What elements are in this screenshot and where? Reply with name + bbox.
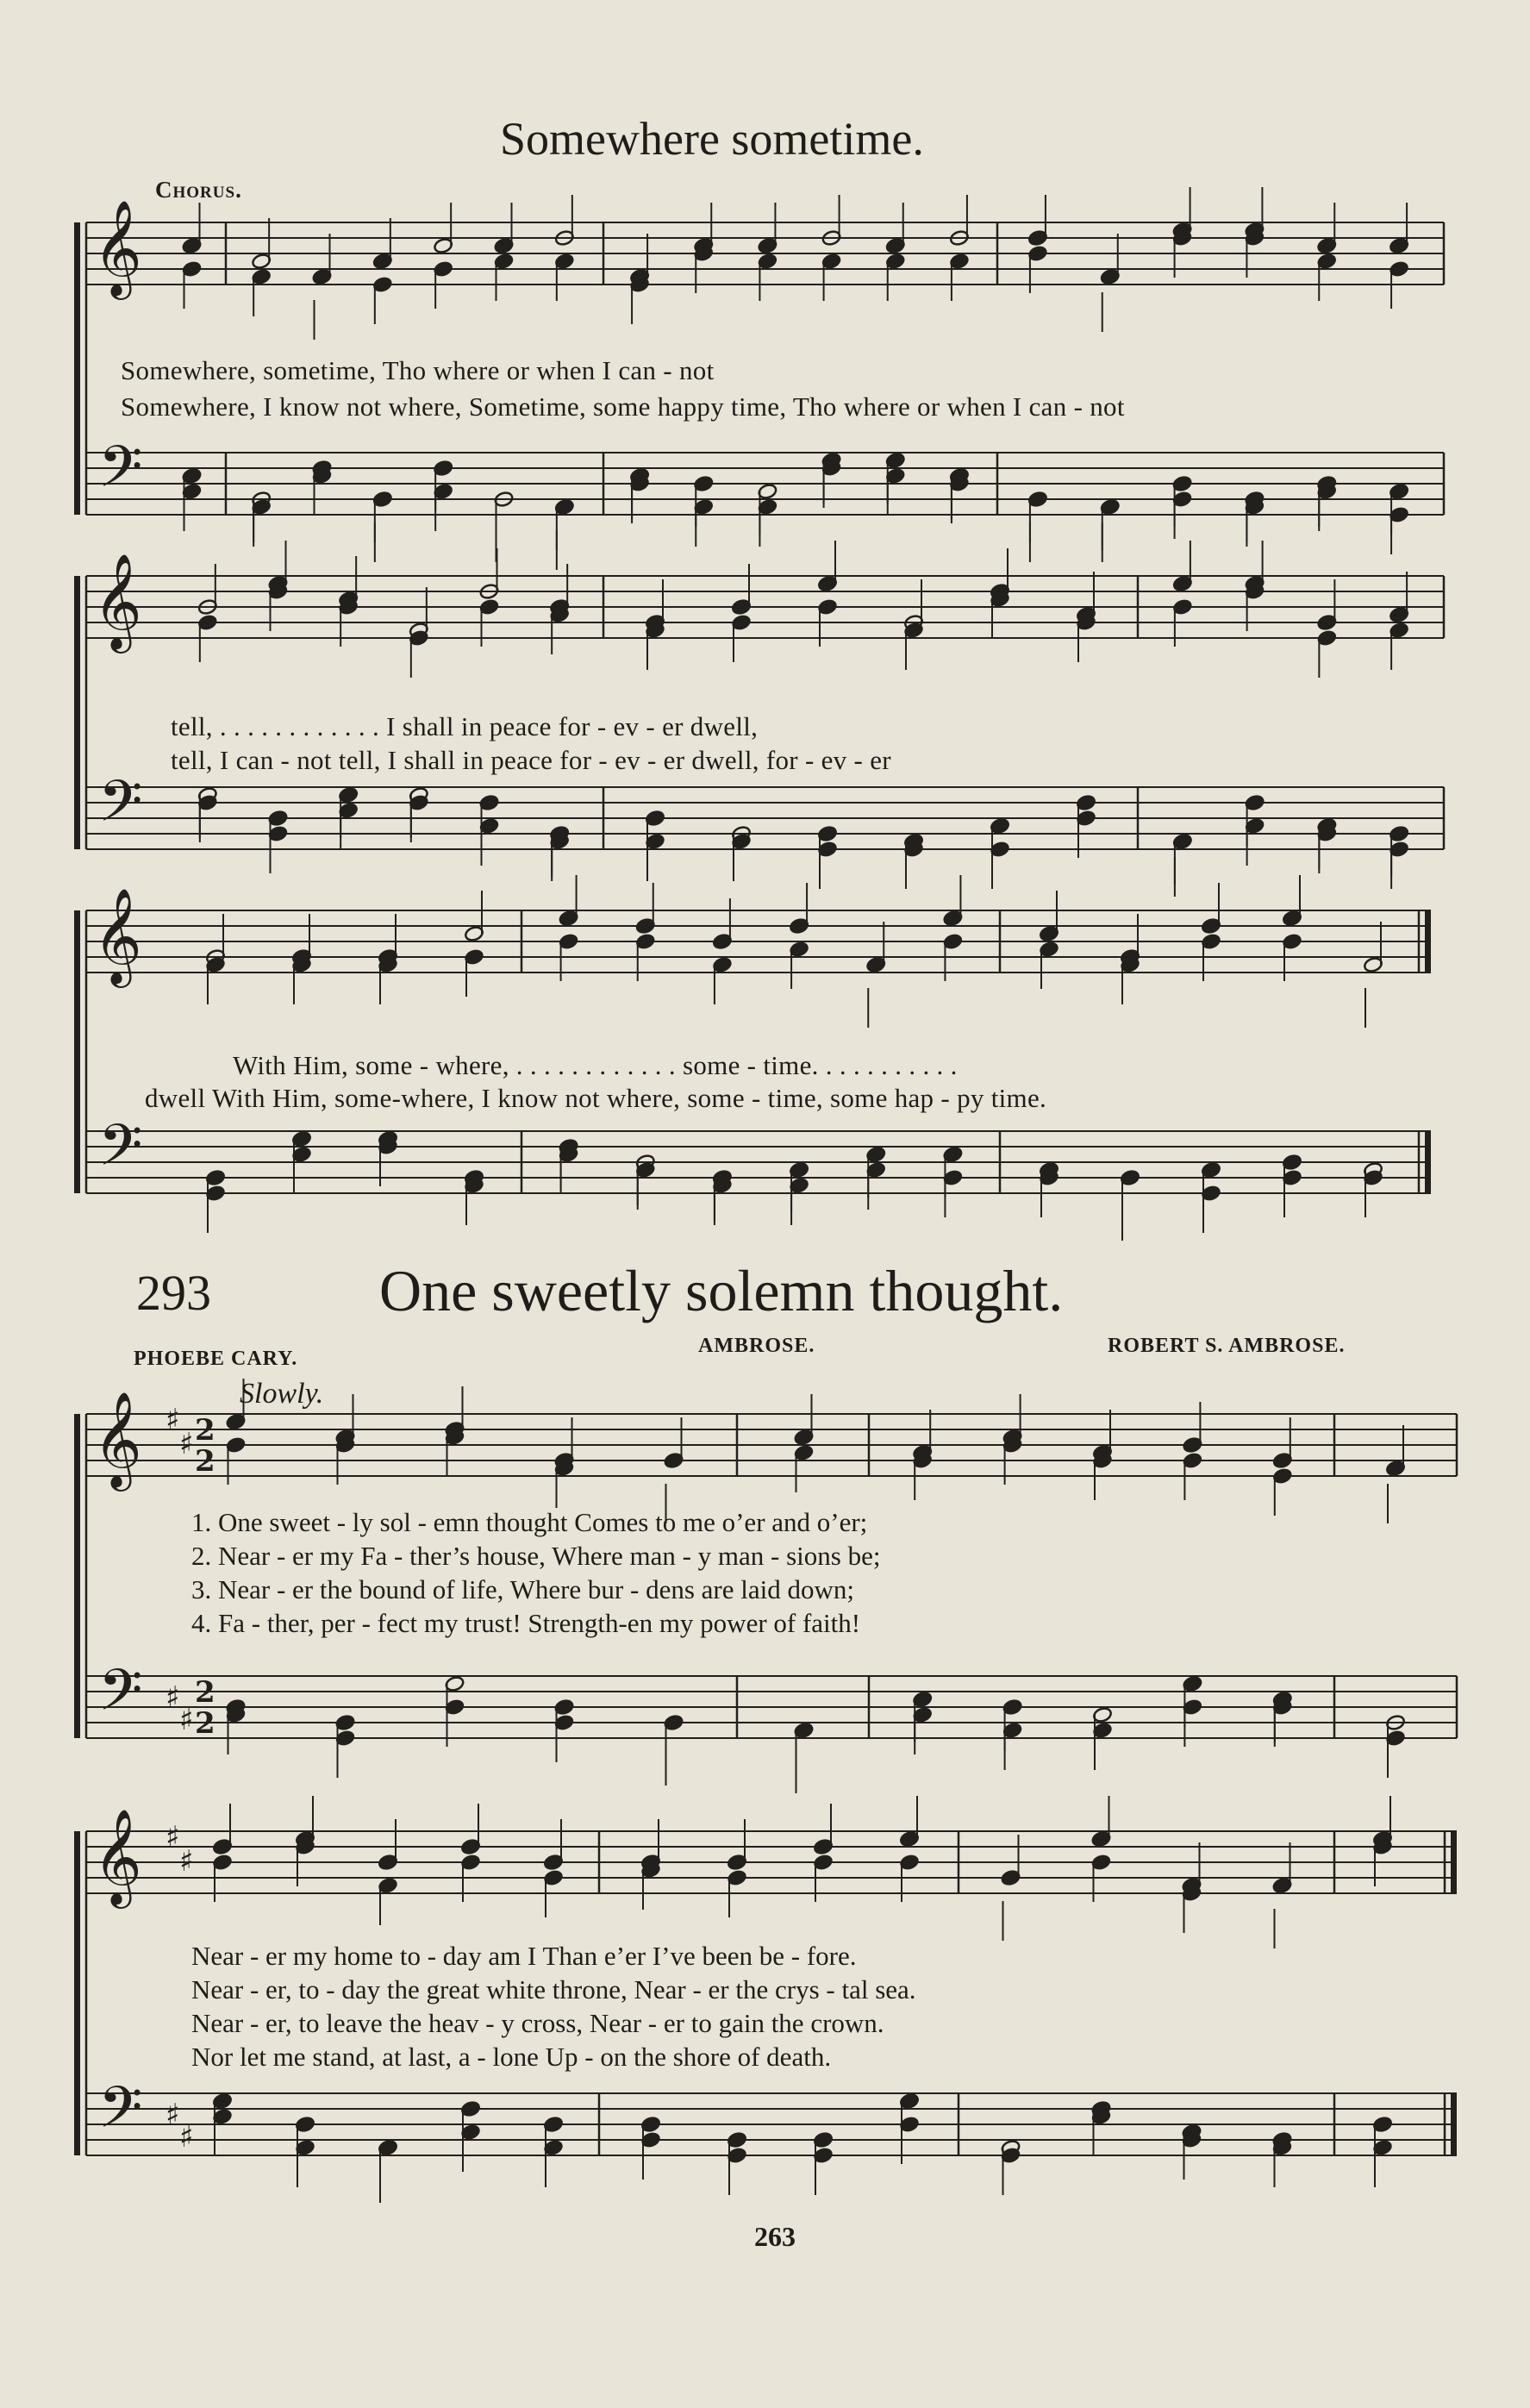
chorus-s3-lyric-1: With Him, some - where, . . . . . . . . . . . . some - time. . . . . . . . . . . <box>233 1050 958 1080</box>
hymn-number: 293 <box>136 1265 211 1321</box>
treble-clef: 𝄞 <box>93 553 142 649</box>
treble-clef: 𝄞 <box>93 1391 142 1487</box>
author-credit: PHOEBE CARY. <box>134 1348 298 1370</box>
verse-line: Near - er, to - day the great white throne, Near - er the crys - tal sea. <box>191 1974 916 2005</box>
verse-line: 4. Fa - ther, per - fect my trust! Strength-en my power of faith! <box>191 1608 861 1638</box>
composer-credit: ROBERT S. AMBROSE. <box>1108 1335 1346 1357</box>
chorus-s2-lyric-1: tell, . . . . . . . . . . . . I shall in peace for - ev - er dwell, <box>171 711 759 741</box>
key-signature-sharp: ♯ <box>165 1820 180 1854</box>
system-brace <box>74 576 80 849</box>
bass-clef: 𝄢 <box>98 768 143 848</box>
bass-clef: 𝄢 <box>98 434 143 514</box>
system-brace <box>74 1831 80 2155</box>
bass-clef: 𝄢 <box>98 1657 143 1737</box>
time-signature: 2 <box>195 1444 215 1479</box>
key-signature-sharp: ♯ <box>165 2098 180 2132</box>
tune-name: AMBROSE. <box>698 1335 815 1357</box>
chorus-s3-lyric-2: dwell With Him, some-where, I know not where, some - time, some hap - py time. <box>145 1083 1047 1113</box>
verse-line: 1. One sweet - ly sol - emn thought Comes to me o’er and o’er; <box>191 1507 868 1537</box>
system-brace <box>74 222 80 515</box>
verse-line: 3. Near - er the bound of life, Where bur - dens are laid down; <box>191 1574 854 1604</box>
chorus-s1-lyric-2: Somewhere, I know not where, Sometime, some happy time, Tho where or when I can - not <box>121 391 1125 422</box>
chorus-s2-lyric-2: tell, I can - not tell, I shall in peace for - ev - er dwell, for - ev - er <box>171 745 891 775</box>
bass-clef: 𝄢 <box>98 2074 143 2155</box>
key-signature-sharp: ♯ <box>179 1844 194 1879</box>
final-barline <box>1451 1831 1457 1893</box>
treble-clef: 𝄞 <box>93 199 142 296</box>
treble-clef: 𝄞 <box>93 887 142 984</box>
page-number: 263 <box>754 2221 796 2252</box>
time-signature: 2 <box>195 1706 215 1741</box>
key-signature-sharp: ♯ <box>165 1403 180 1437</box>
system-brace <box>74 910 80 1193</box>
hymn-title: One sweetly solemn thought. <box>379 1258 1064 1323</box>
final-barline <box>1425 910 1431 973</box>
verse-line: Near - er, to leave the heav - y cross, Near - er to gain the crown. <box>191 2008 884 2038</box>
key-signature-sharp: ♯ <box>179 2120 194 2155</box>
treble-clef: 𝄞 <box>93 1808 142 1905</box>
final-barline <box>1425 1131 1431 1193</box>
key-signature-sharp: ♯ <box>179 1427 194 1461</box>
key-signature-sharp: ♯ <box>179 1703 194 1737</box>
final-barline <box>1451 2093 1457 2155</box>
song-title: Somewhere sometime. <box>500 113 924 165</box>
time-signature: 2 <box>195 1413 215 1448</box>
bass-clef: 𝄢 <box>98 1112 143 1192</box>
verse-line: 2. Near - er my Fa - ther’s house, Where man - y man - sions be; <box>191 1541 881 1571</box>
tempo-marking: Slowly. <box>240 1378 324 1410</box>
key-signature-sharp: ♯ <box>165 1680 180 1715</box>
chorus-label: Chorus. <box>155 177 242 203</box>
verse-line: Nor let me stand, at last, a - lone Up - on the shore of death. <box>191 2042 832 2072</box>
time-signature: 2 <box>195 1675 215 1710</box>
chorus-s1-lyric-1: Somewhere, sometime, Tho where or when I can - not <box>121 355 715 385</box>
system-brace <box>74 1414 80 1738</box>
verse-line: Near - er my home to - day am I Than e’er I’ve been be - fore. <box>191 1941 857 1971</box>
